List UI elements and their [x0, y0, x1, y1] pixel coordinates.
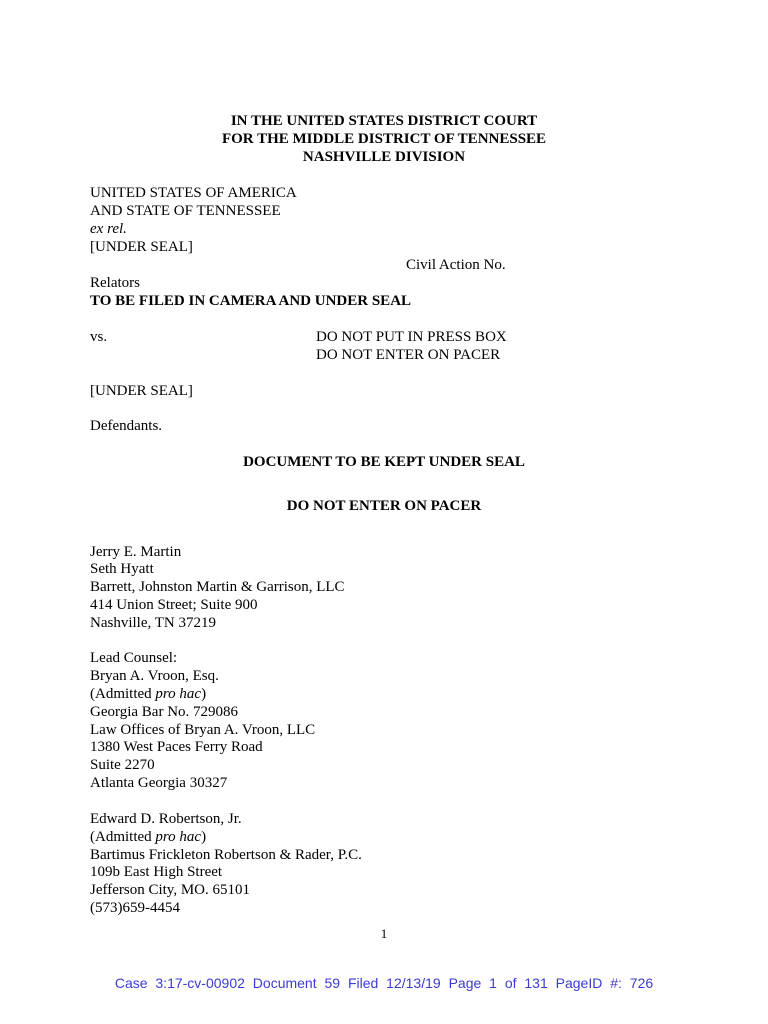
- counsel3-name: Edward D. Robertson, Jr.: [90, 811, 242, 827]
- relators-label: Relators: [90, 275, 140, 291]
- counsel2-suite: Suite 2270: [90, 757, 155, 773]
- relator-under-seal: [UNDER SEAL]: [90, 239, 193, 255]
- counsel3-admitted: [90, 828, 206, 846]
- admitted-close: ): [201, 686, 207, 702]
- court-title-line3: NASHVILLE DIVISION: [302, 149, 466, 165]
- admitted-close: ): [201, 829, 207, 845]
- counsel3-street: 109b East High Street: [90, 864, 223, 880]
- plaintiff-line2: AND STATE OF TENNESSEE: [90, 203, 281, 219]
- court-title-line1: IN THE UNITED STATES DISTRICT COURT: [230, 113, 538, 129]
- pro-hac-italic: pro hac: [155, 829, 202, 845]
- counsel2-firm: Law Offices of Bryan A. Vroon, LLC: [90, 722, 316, 738]
- counsel3-phone: (573)659-4454: [90, 900, 180, 916]
- defendant-under-seal: [UNDER SEAL]: [90, 383, 193, 399]
- admitted-open: (Admitted: [90, 686, 156, 702]
- counsel3-firm: Bartimus Frickleton Robertson & Rader, P.C.: [90, 847, 362, 863]
- counsel2-name: Bryan A. Vroon, Esq.: [90, 668, 219, 684]
- counsel1-name2: Seth Hyatt: [90, 561, 154, 577]
- page-number: 1: [380, 926, 388, 941]
- do-not-enter-pacer-heading: DO NOT ENTER ON PACER: [286, 498, 482, 514]
- counsel2-role: Lead Counsel:: [90, 650, 178, 666]
- plaintiff-line1: UNITED STATES OF AMERICA: [90, 185, 297, 201]
- court-title-line2: FOR THE MIDDLE DISTRICT OF TENNESSEE: [221, 131, 547, 147]
- civil-action-number: Civil Action No.: [406, 257, 506, 273]
- counsel1-street: 414 Union Street; Suite 900: [90, 597, 258, 613]
- counsel2-bar: Georgia Bar No. 729086: [90, 704, 239, 720]
- admitted-open: (Admitted: [90, 829, 156, 845]
- counsel1-name1: Jerry E. Martin: [90, 544, 182, 560]
- kept-under-seal-heading: DOCUMENT TO BE KEPT UNDER SEAL: [243, 454, 525, 470]
- versus-label: vs.: [90, 329, 108, 345]
- pacer-notice: DO NOT ENTER ON PACER: [316, 347, 501, 363]
- counsel2-street: 1380 West Paces Ferry Road: [90, 739, 263, 755]
- defendants-label: Defendants.: [90, 418, 163, 434]
- filing-stamp-footer: Case 3:17-cv-00902 Document 59 Filed 12/13/19 Page 1 of 131 PageID #: 726: [114, 975, 654, 991]
- counsel2-admitted: [90, 685, 206, 703]
- ex-rel-text: ex rel.: [90, 221, 127, 237]
- pro-hac-italic: pro hac: [155, 686, 202, 702]
- counsel3-city: Jefferson City, MO. 65101: [90, 882, 250, 898]
- press-box-notice: DO NOT PUT IN PRESS BOX: [316, 329, 507, 345]
- counsel2-city: Atlanta Georgia 30327: [90, 775, 228, 791]
- in-camera-notice: TO BE FILED IN CAMERA AND UNDER SEAL: [90, 293, 412, 309]
- counsel1-city: Nashville, TN 37219: [90, 615, 216, 631]
- counsel1-firm: Barrett, Johnston Martin & Garrison, LLC: [90, 579, 345, 595]
